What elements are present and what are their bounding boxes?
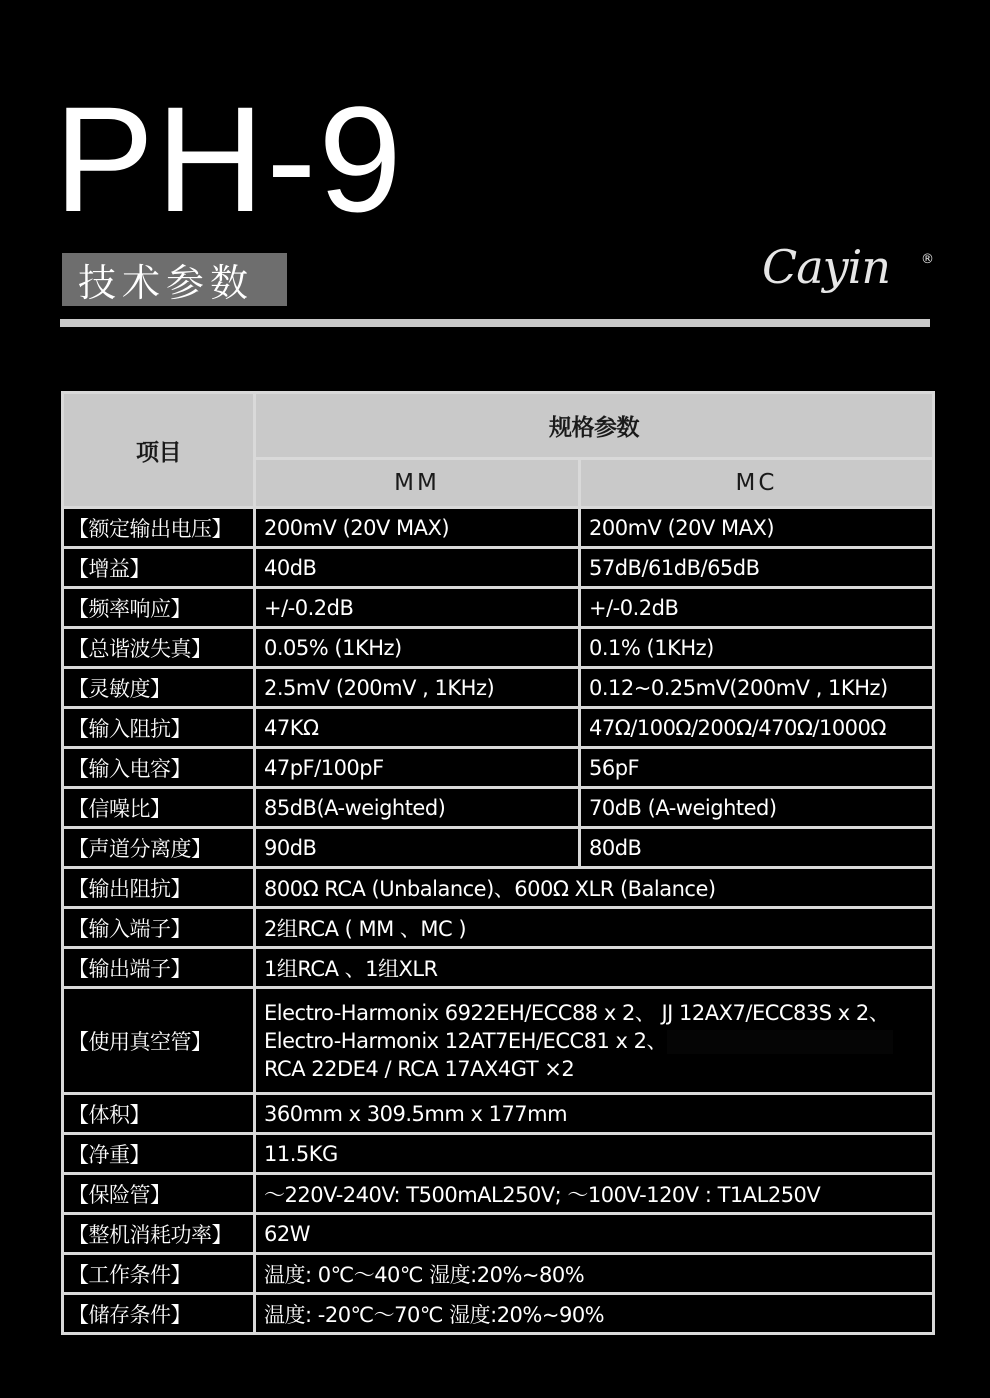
row-value: 800Ω RCA (Unbalance)、600Ω XLR (Balance) [255, 868, 934, 908]
mc-value: 200mV (20V MAX) [580, 508, 934, 548]
mm-value: +/-0.2dB [255, 588, 580, 628]
tubes-line-2: Electro-Harmonix 12AT7EH/ECC81 x 2、 [264, 1028, 668, 1053]
row-value: 1组RCA 、1组XLR [255, 948, 934, 988]
section-label: 技术参数 [62, 253, 287, 306]
logo-wordmark: Cayin [762, 240, 890, 294]
row-label: 【工作条件】 [63, 1254, 255, 1294]
product-title: PH-9 [54, 75, 404, 243]
table-row [63, 588, 934, 628]
row-label: 【输入端子】 [63, 908, 255, 948]
mc-value: 47Ω/100Ω/200Ω/470Ω/1000Ω [580, 708, 934, 748]
table-row [63, 1254, 934, 1294]
row-label: 【净重】 [63, 1134, 255, 1174]
registered-mark: ® [921, 252, 934, 267]
table-row [63, 748, 934, 788]
row-label: 【额定输出电压】 [63, 508, 255, 548]
row-label: 【频率响应】 [63, 588, 255, 628]
mm-value: 0.05% (1KHz) [255, 628, 580, 668]
table-row [63, 708, 934, 748]
table-row [63, 1214, 934, 1254]
mc-value: 70dB (A-weighted) [580, 788, 934, 828]
row-label: 【输出阻抗】 [63, 868, 255, 908]
row-label: 【储存条件】 [63, 1294, 255, 1334]
table-row [63, 508, 934, 548]
row-label: 【输出端子】 [63, 948, 255, 988]
tubes-line-3: RCA 22DE4 / RCA 17AX4GT ×2 [264, 1056, 575, 1081]
tubes-line-2-wrap [264, 1027, 924, 1055]
table-row [63, 1294, 934, 1334]
header-divider [60, 319, 930, 327]
row-value: 2组RCA ( MM 、MC ) [255, 908, 934, 948]
table-row [63, 628, 934, 668]
tubes-line-1: Electro-Harmonix 6922EH/ECC88 x 2、 JJ 12AX7/ECC83S x 2、 [264, 1000, 890, 1025]
table-row [63, 1134, 934, 1174]
table-row [63, 1094, 934, 1134]
table-row [63, 828, 934, 868]
row-value: ～220V-240V: T500mAL250V; ～100V-120V : T1AL250V [255, 1174, 934, 1214]
table-row [63, 868, 934, 908]
mc-value: 0.1% (1KHz) [580, 628, 934, 668]
mm-value: 90dB [255, 828, 580, 868]
row-label: 【总谐波失真】 [63, 628, 255, 668]
spec-table [61, 391, 935, 1335]
row-label: 【增益】 [63, 548, 255, 588]
mc-value: 80dB [580, 828, 934, 868]
mc-value: 0.12~0.25mV(200mV , 1KHz) [580, 668, 934, 708]
row-label: 【整机消耗功率】 [63, 1214, 255, 1254]
table-row [63, 548, 934, 588]
mc-value: 56pF [580, 748, 934, 788]
table-row [63, 788, 934, 828]
table-row-tubes [63, 988, 934, 1094]
row-label: 【输入阻抗】 [63, 708, 255, 748]
mm-value: 2.5mV (200mV , 1KHz) [255, 668, 580, 708]
header-item: 项目 [63, 393, 255, 508]
mm-value: 40dB [255, 548, 580, 588]
row-value: 温度: -20℃～70℃ 湿度:20%~90% [255, 1294, 934, 1334]
mm-value: 200mV (20V MAX) [255, 508, 580, 548]
table-row [63, 668, 934, 708]
row-value: 温度: 0℃～40℃ 湿度:20%~80% [255, 1254, 934, 1294]
row-value: 360mm x 309.5mm x 177mm [255, 1094, 934, 1134]
redaction-block [667, 1030, 893, 1054]
mm-value: 47pF/100pF [255, 748, 580, 788]
row-label: 【声道分离度】 [63, 828, 255, 868]
row-value: 11.5KG [255, 1134, 934, 1174]
row-label: 【体积】 [63, 1094, 255, 1134]
mm-value: 47KΩ [255, 708, 580, 748]
table-row [63, 1174, 934, 1214]
mc-value: +/-0.2dB [580, 588, 934, 628]
row-label: 【输入电容】 [63, 748, 255, 788]
tubes-value [255, 988, 934, 1094]
header-mc: MC [580, 459, 934, 508]
row-value: 62W [255, 1214, 934, 1254]
row-label: 【保险管】 [63, 1174, 255, 1214]
mc-value: 57dB/61dB/65dB [580, 548, 934, 588]
row-label: 【使用真空管】 [63, 988, 255, 1094]
table-row [63, 908, 934, 948]
mm-value: 85dB(A-weighted) [255, 788, 580, 828]
header-mm: MM [255, 459, 580, 508]
header-spec: 规格参数 [255, 393, 934, 459]
row-label: 【信噪比】 [63, 788, 255, 828]
brand-logo [762, 238, 934, 312]
row-label: 【灵敏度】 [63, 668, 255, 708]
table-row [63, 948, 934, 988]
